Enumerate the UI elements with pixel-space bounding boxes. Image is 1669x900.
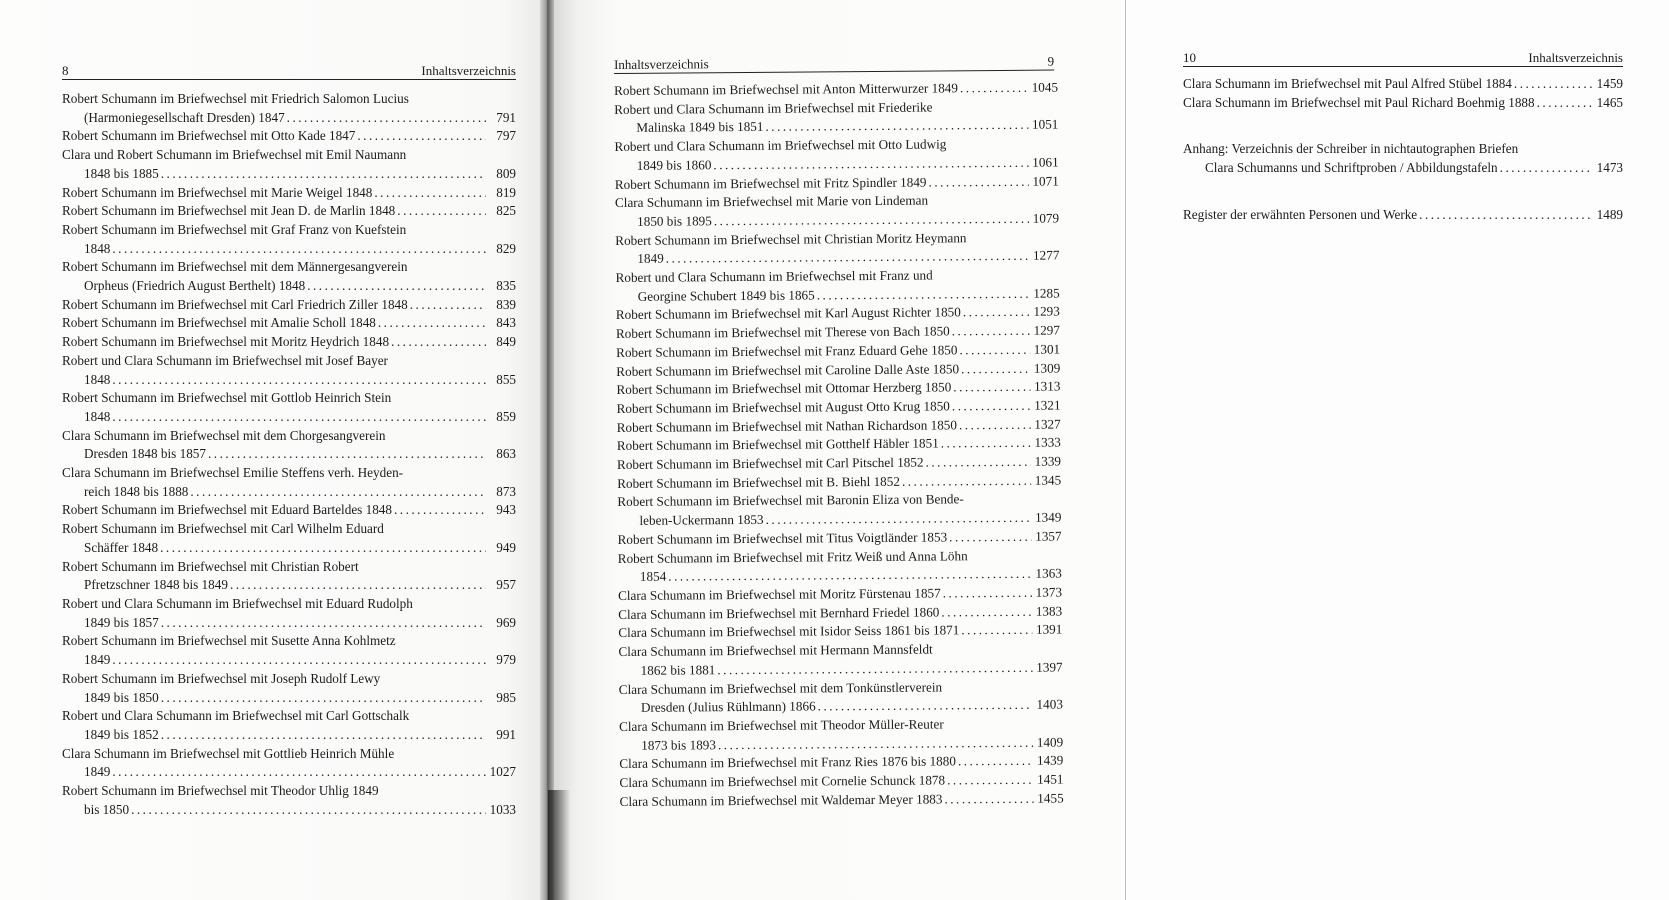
toc-entry-text: Robert Schumann im Briefwechsel mit Ottomar Herzberg 1850 [616,379,952,398]
toc-entry-line [62,296,516,315]
running-title: Inhaltsverzeichnis [614,56,709,72]
toc-entry [615,266,1059,307]
toc-page-number: 1455 [1037,790,1064,806]
dot-leader [1514,75,1593,94]
toc-entry-text: Schäffer 1848 [84,539,159,555]
toc-entry [62,670,516,707]
toc-entry-line [62,763,516,782]
toc-entry-line [62,614,516,633]
toc-entry-line [62,221,516,240]
toc-page-number: 943 [496,502,516,518]
toc-entry-text: 1873 bis 1893 [641,736,716,753]
toc-list-page-9 [614,79,1064,812]
page-number: 10 [1183,50,1196,65]
dot-leader [952,397,1031,416]
dot-leader [961,359,1030,378]
dot-leader [944,789,1033,808]
toc-entry [62,389,516,426]
toc-entry-line [62,90,516,109]
dot-leader [818,696,1033,716]
toc-entry [62,427,516,464]
toc-entry-line [62,501,516,520]
toc-entry-text: Robert Schumann im Briefwechsel mit August Otto Krug 1850 [616,398,950,416]
toc-entry-text: 1849 [84,764,111,780]
toc-entry-text: Clara Schumann im Briefwechsel mit Franz Ries 1876 bis 1880 [619,753,956,772]
toc-page-number: 1409 [1036,734,1064,750]
toc-page-number: 1079 [1032,210,1060,226]
dot-leader [949,528,1032,547]
toc-entry-text: 1849 bis 1852 [84,726,159,742]
toc-page-number: 1383 [1035,603,1063,619]
toc-entry-line [62,576,516,595]
toc-page-number: 1327 [1034,416,1061,432]
toc-entry-line [62,258,516,277]
toc-page-number: 969 [496,614,516,630]
toc-list-page-10 [1183,75,1623,225]
toc-entry-text: Robert Schumann im Briefwechsel mit Otto Kade 1847 [62,128,356,144]
toc-entry-line [1183,159,1623,178]
toc-page-number: 797 [496,128,516,144]
toc-entry-text: Clara Schumann im Briefwechsel mit Hermann Mannsfeldt [618,641,933,660]
dot-leader [943,584,1032,603]
toc-entry-line [62,651,516,670]
toc-entry-text: Robert Schumann im Briefwechsel mit dem Männergesangverein [62,259,408,275]
toc-entry-text: Robert Schumann im Briefwechsel mit Nathan Richardson 1850 [616,416,958,435]
toc-entry-text: Orpheus (Friedrich August Berthelt) 1848 [84,278,306,294]
dot-leader [112,763,486,782]
toc-entry-line [62,558,516,577]
dot-leader [112,408,486,427]
toc-entry-text: 1849 [637,250,664,267]
dot-leader [374,184,486,203]
toc-page-number: 843 [496,315,516,331]
toc-entry-text: Clara Schumann im Briefwechsel mit Isidor Seiss 1861 bis 1871 [618,622,960,641]
toc-entry [1183,75,1623,94]
toc-page-number: 849 [496,334,516,350]
toc-entry-text: 1848 [84,371,111,387]
toc-entry [614,97,1058,138]
toc-entry [619,677,1063,718]
toc-page-number: 991 [496,726,516,742]
toc-entry [62,352,516,389]
toc-entry-text: Robert Schumann im Briefwechsel mit Therese von Bach 1850 [615,323,950,342]
toc-entry-line [62,427,516,446]
dot-leader [953,378,1030,397]
toc-page-number: 1071 [1032,173,1059,189]
toc-page-number: 1473 [1596,160,1623,176]
toc-list-page-8 [62,90,516,819]
dot-leader [208,445,486,464]
toc-page-number: 819 [496,184,516,200]
toc-entry-text: Robert und Clara Schumann im Briefwechsel mit Otto Ludwig [614,136,947,155]
toc-entry-line [1183,140,1623,159]
dot-leader [410,296,486,315]
toc-entry-line [62,539,516,558]
toc-entry [615,191,1059,232]
toc-entry [62,707,516,744]
toc-entry-text: 1854 [639,568,667,585]
toc-entry-text: Robert Schumann im Briefwechsel mit Marie Weigel 1848 [62,184,373,200]
toc-entry-text: 1849 [84,652,111,668]
toc-entry [62,464,516,501]
toc-entry-line [62,109,516,128]
toc-entry-line [620,789,1064,811]
toc-page-number: 1489 [1596,206,1623,222]
dot-leader [718,733,1033,754]
toc-entry-line [62,782,516,801]
toc-entry-text: Robert Schumann im Briefwechsel mit Amalie Scholl 1848 [62,315,376,331]
running-title: Inhaltsverzeichnis [1528,50,1623,65]
toc-entry [62,558,516,595]
dot-leader [960,79,1028,98]
toc-page-number: 1465 [1596,94,1623,110]
toc-entry-text: Dresden (Julius Rühlmann) 1866 [640,698,816,716]
toc-entry-line [62,464,516,483]
toc-entry-text: Clara Schumann im Briefwechsel mit Paul Alfred Stübel 1884 [1183,76,1512,91]
toc-entry-text: Clara Schumann im Briefwechsel Emilie Steffens verh. Heyden- [62,465,404,481]
toc-entry [617,490,1061,531]
toc-entry-text: Clara Schumann im Briefwechsel mit Gottlieb Heinrich Mühle [62,745,395,761]
dot-leader [959,415,1031,434]
dot-leader [928,172,1028,191]
page-header-8 [62,63,516,80]
dot-leader [112,371,486,390]
toc-page-number: 855 [496,371,516,387]
toc-entry-line [62,184,516,203]
dot-leader [378,314,486,333]
toc-entry [620,789,1064,811]
toc-entry [62,202,516,221]
toc-entry [62,632,516,669]
toc-entry-text: Clara Schumann im Briefwechsel mit Theodor Müller-Reuter [619,716,944,734]
toc-entry-text: Robert Schumann im Briefwechsel mit Carl Wilhelm Eduard [62,521,384,537]
toc-page-number: 1321 [1034,397,1061,413]
toc-entry-line [62,707,516,726]
toc-entry [62,221,516,258]
toc-entry [615,228,1059,269]
toc-page-number: 1277 [1032,247,1060,264]
toc-entry-text: Robert Schumann im Briefwechsel mit Theodor Uhlig 1849 [62,783,379,799]
toc-entry-line [62,314,516,333]
toc-entry-text: Clara Schumann im Briefwechsel mit Paul Richard Boehmig 1888 [1183,94,1535,110]
toc-entry-text: Clara Schumann im Briefwechsel mit Moritz Fürstenau 1857 [617,585,941,603]
toc-entry-text: 1849 bis 1860 [636,157,712,173]
toc-page-number: 1061 [1032,154,1059,170]
toc-entry [62,501,516,520]
dot-leader [952,322,1030,341]
toc-entry [62,90,516,127]
dot-leader [925,453,1031,473]
toc-entry-line [62,240,516,259]
toc-entry-text: Robert Schumann im Briefwechsel mit Baronin Eliza von Bende- [617,491,964,510]
toc-entry-line [62,632,516,651]
dot-leader [161,689,486,708]
toc-entry-line [62,595,516,614]
dot-leader [112,240,486,259]
toc-entry-text: Robert und Clara Schumann im Briefwechsel mit Carl Gottschalk [62,708,410,724]
dot-leader [717,659,1032,680]
toc-entry [618,546,1062,587]
toc-entry-text: Clara Schumann im Briefwechsel mit dem Chorgesangverein [62,427,386,443]
dot-leader [357,127,486,146]
toc-entry [62,333,516,352]
toc-entry-line [62,389,516,408]
toc-page-number: 1051 [1031,116,1059,133]
toc-entry-line [62,371,516,390]
toc-page-number: 1309 [1033,360,1061,376]
dot-leader [961,621,1032,640]
dot-leader [160,539,486,558]
toc-page-number: 863 [496,446,516,462]
toc-page-number: 839 [496,296,516,312]
toc-entry-text: 1849 bis 1857 [84,614,159,630]
toc-entry-text: Robert Schumann im Briefwechsel mit Friedrich Salomon Lucius [62,91,409,106]
toc-entry-text: Robert Schumann im Briefwechsel mit Fritz Weiß und Anna Löhn [617,547,968,566]
toc-page-number: 791 [496,109,516,125]
toc-entry-line [62,202,516,221]
dot-leader [287,109,486,128]
dot-leader [713,154,1028,175]
dot-leader [131,801,486,820]
toc-entry-text: bis 1850 [84,801,130,817]
toc-page-number: 1403 [1036,696,1063,712]
toc-entry [62,127,516,146]
dot-leader [394,501,486,520]
page-header-9 [614,54,1054,74]
toc-entry [62,745,516,782]
toc-entry-text: Pfretzschner 1848 bis 1849 [84,577,228,593]
dot-leader [766,509,1032,530]
toc-entry-line [62,801,516,820]
dot-leader [230,576,486,595]
toc-entry-text: Robert und Clara Schumann im Briefwechsel mit Josef Bayer [62,352,388,368]
toc-page-number: 1373 [1035,584,1063,600]
toc-entry-text: Robert Schumann im Briefwechsel mit Eduard Barteldes 1848 [62,502,392,518]
toc-page-number: 979 [496,652,516,668]
toc-entry-text: Robert Schumann im Briefwechsel mit Gotthelf Häbler 1851 [616,435,939,454]
toc-page-number: 1027 [489,764,516,780]
toc-page-number: 1313 [1033,378,1061,394]
toc-entry-line [1183,75,1623,94]
toc-entry-text: Clara Schumann im Briefwechsel mit Bernhard Friedel 1860 [618,604,940,622]
dot-leader [112,651,486,670]
toc-page-number: 1357 [1035,528,1062,544]
toc-entry-line [62,146,516,165]
toc-entry-text: Clara Schumann im Briefwechsel mit dem Tonkünstlerverein [618,678,943,697]
toc-page-number: 1363 [1035,565,1062,581]
toc-entry-text: Robert Schumann im Briefwechsel mit Moritz Heydrich 1848 [62,334,390,350]
toc-entry [614,135,1058,176]
toc-entry [62,296,516,315]
toc-entry-text: Robert Schumann im Briefwechsel mit Graf Franz von Kuefstein [62,221,407,237]
toc-entry-text: Register der erwähnten Personen und Werke [1183,206,1418,222]
toc-entry-line [62,277,516,296]
toc-entry-text: reich 1848 bis 1888 [84,483,189,499]
toc-entry [62,314,516,333]
toc-page-number: 949 [496,539,516,555]
toc-entry-line [62,520,516,539]
toc-entry-text: 1848 [84,240,111,256]
toc-page-number: 1297 [1033,322,1061,338]
toc-entry-line [62,483,516,502]
dot-leader [190,483,486,502]
dot-leader [941,434,1031,453]
toc-page-number: 1301 [1033,341,1061,357]
toc-entry-text: Robert und Clara Schumann im Briefwechsel mit Eduard Rudolph [62,595,413,611]
dot-leader [959,341,1030,360]
toc-page-number: 1333 [1034,434,1061,451]
toc-entry-text: Malinska 1849 bis 1851 [636,119,764,136]
page-number: 9 [1047,53,1055,69]
toc-page-number: 1345 [1034,472,1062,488]
toc-entry [1183,206,1623,225]
toc-entry-text: Robert und Clara Schumann im Briefwechsel mit Friederike [614,99,933,117]
toc-entry-text: Robert und Clara Schumann im Briefwechsel mit Franz und [615,267,933,286]
toc-entry-line [62,333,516,352]
toc-page-number: 1397 [1036,659,1063,675]
toc-page-number: 1293 [1033,303,1060,320]
toc-entry [619,714,1063,755]
toc-page-number: 835 [496,278,516,294]
toc-page-number: 1285 [1033,285,1060,301]
dot-leader [161,614,486,633]
toc-entry-text: Clara und Robert Schumann im Briefwechsel mit Emil Naumann [62,147,407,163]
dot-leader [161,165,486,184]
toc-entry-line [1183,94,1623,113]
dot-leader [947,771,1034,790]
toc-entry [62,520,516,557]
toc-page-number: 1439 [1036,752,1064,769]
toc-entry-line [62,127,516,146]
toc-entry-text: Robert Schumann im Briefwechsel mit Christian Moritz Heymann [615,229,967,248]
toc-entry-line [62,689,516,708]
toc-page-number: 1045 [1031,79,1059,95]
toc-entry-text: Robert Schumann im Briefwechsel mit Fritz Spindler 1849 [614,174,927,192]
toc-page-number: 1451 [1037,771,1064,787]
toc-page-number: 1033 [489,801,516,817]
toc-entry-text: Robert Schumann im Briefwechsel mit Joseph Rudolf Lewy [62,670,381,686]
toc-entry-line [62,352,516,371]
toc-entry-text: Robert Schumann im Briefwechsel mit Gottlob Heinrich Stein [62,390,392,406]
dot-leader [817,284,1030,304]
toc-entry-text: Clara Schumann im Briefwechsel mit Marie von Lindeman [614,192,929,211]
toc-entry [62,782,516,819]
running-title: Inhaltsverzeichnis [421,63,516,78]
page-number: 8 [62,63,69,78]
toc-entry-text: Clara Schumann im Briefwechsel mit Waldemar Meyer 1883 [619,791,943,809]
toc-entry-text: Robert Schumann im Briefwechsel mit Susette Anna Kohlmetz [62,633,396,649]
toc-entry [1183,140,1623,177]
dot-leader [958,752,1034,771]
toc-entry [62,184,516,203]
toc-page-number: 985 [496,689,516,705]
toc-entry-text: 1848 [84,408,111,424]
spine-shadow [548,790,570,900]
dot-leader [902,472,1031,492]
toc-entry [1183,94,1623,113]
toc-entry-text: Robert Schumann im Briefwechsel mit Carl Friedrich Ziller 1848 [62,296,408,312]
toc-entry-text: Robert Schumann im Briefwechsel mit Anton Mitterwurzer 1849 [614,80,959,98]
dot-leader [391,333,486,352]
toc-entry-line [62,445,516,464]
toc-entry-line [1183,206,1623,225]
toc-entry-text: Robert Schumann im Briefwechsel mit Titus Voigtländer 1853 [617,529,948,547]
dot-leader [161,726,486,745]
toc-entry [618,640,1062,681]
dot-leader [714,210,1029,231]
toc-entry-text: Clara Schumann im Briefwechsel mit Cornelie Schunck 1878 [619,772,946,790]
toc-entry [62,146,516,183]
toc-entry-text: Robert Schumann im Briefwechsel mit Karl August Richter 1850 [615,304,961,323]
toc-entry-text: Robert Schumann im Briefwechsel mit Carl Pitschel 1852 [616,454,924,473]
book-gutter [540,0,554,900]
toc-entry-text: Robert Schumann im Briefwechsel mit Jean D. de Marlin 1848 [62,203,396,219]
toc-page-number: 809 [496,165,516,181]
toc-entry-text: leben-Uckermann 1853 [639,512,764,528]
toc-entry-text: (Harmoniegesellschaft Dresden) 1847 [84,109,285,125]
toc-entry-line [62,745,516,764]
toc-entry-line [62,726,516,745]
toc-entry-text: Clara Schumanns und Schriftproben / Abbildungstafeln [1205,160,1498,176]
toc-entry-text: Robert Schumann im Briefwechsel mit Caroline Dalle Aste 1850 [616,360,960,379]
toc-entry-text: Robert Schumann im Briefwechsel mit B. Biehl 1852 [617,473,900,491]
toc-entry-line [62,165,516,184]
toc-page-number: 1391 [1035,621,1063,638]
toc-entry-text: 1849 bis 1850 [84,689,159,705]
toc-entry-line [62,408,516,427]
toc-entry-text: Dresden 1848 bis 1857 [84,446,206,462]
toc-entry-text: 1848 bis 1885 [84,165,159,181]
dot-leader [941,602,1032,621]
toc-entry-text: Robert Schumann im Briefwechsel mit Christian Robert [62,558,359,574]
toc-entry [62,258,516,295]
toc-entry-text: Anhang: Verzeichnis der Schreiber in nichtautographen Briefen [1183,141,1519,157]
toc-page-number: 1339 [1034,453,1062,469]
toc-entry-text: Georgine Schubert 1849 bis 1865 [637,287,815,304]
toc-entry-text: 1850 bis 1895 [637,213,712,229]
dot-leader [1537,94,1593,113]
dot-leader [1500,159,1593,178]
toc-page-number: 873 [496,483,516,499]
toc-page-number: 1459 [1596,76,1623,91]
toc-page-number: 957 [496,577,516,593]
toc-entry [62,595,516,632]
toc-entry-text: 1862 bis 1881 [640,662,716,678]
toc-page-number: 829 [496,240,516,256]
toc-page-number: 825 [496,203,516,219]
dot-leader [963,303,1030,322]
dot-leader [1419,206,1593,225]
page-header-10 [1183,50,1623,67]
toc-entry-text: Robert Schumann im Briefwechsel mit Franz Eduard Gehe 1850 [616,342,958,360]
toc-page-number: 859 [496,408,516,424]
dot-leader [765,116,1028,137]
toc-entry-line [62,670,516,689]
dot-leader [397,202,486,221]
toc-page-number: 1349 [1034,509,1062,525]
dot-leader [307,277,486,296]
